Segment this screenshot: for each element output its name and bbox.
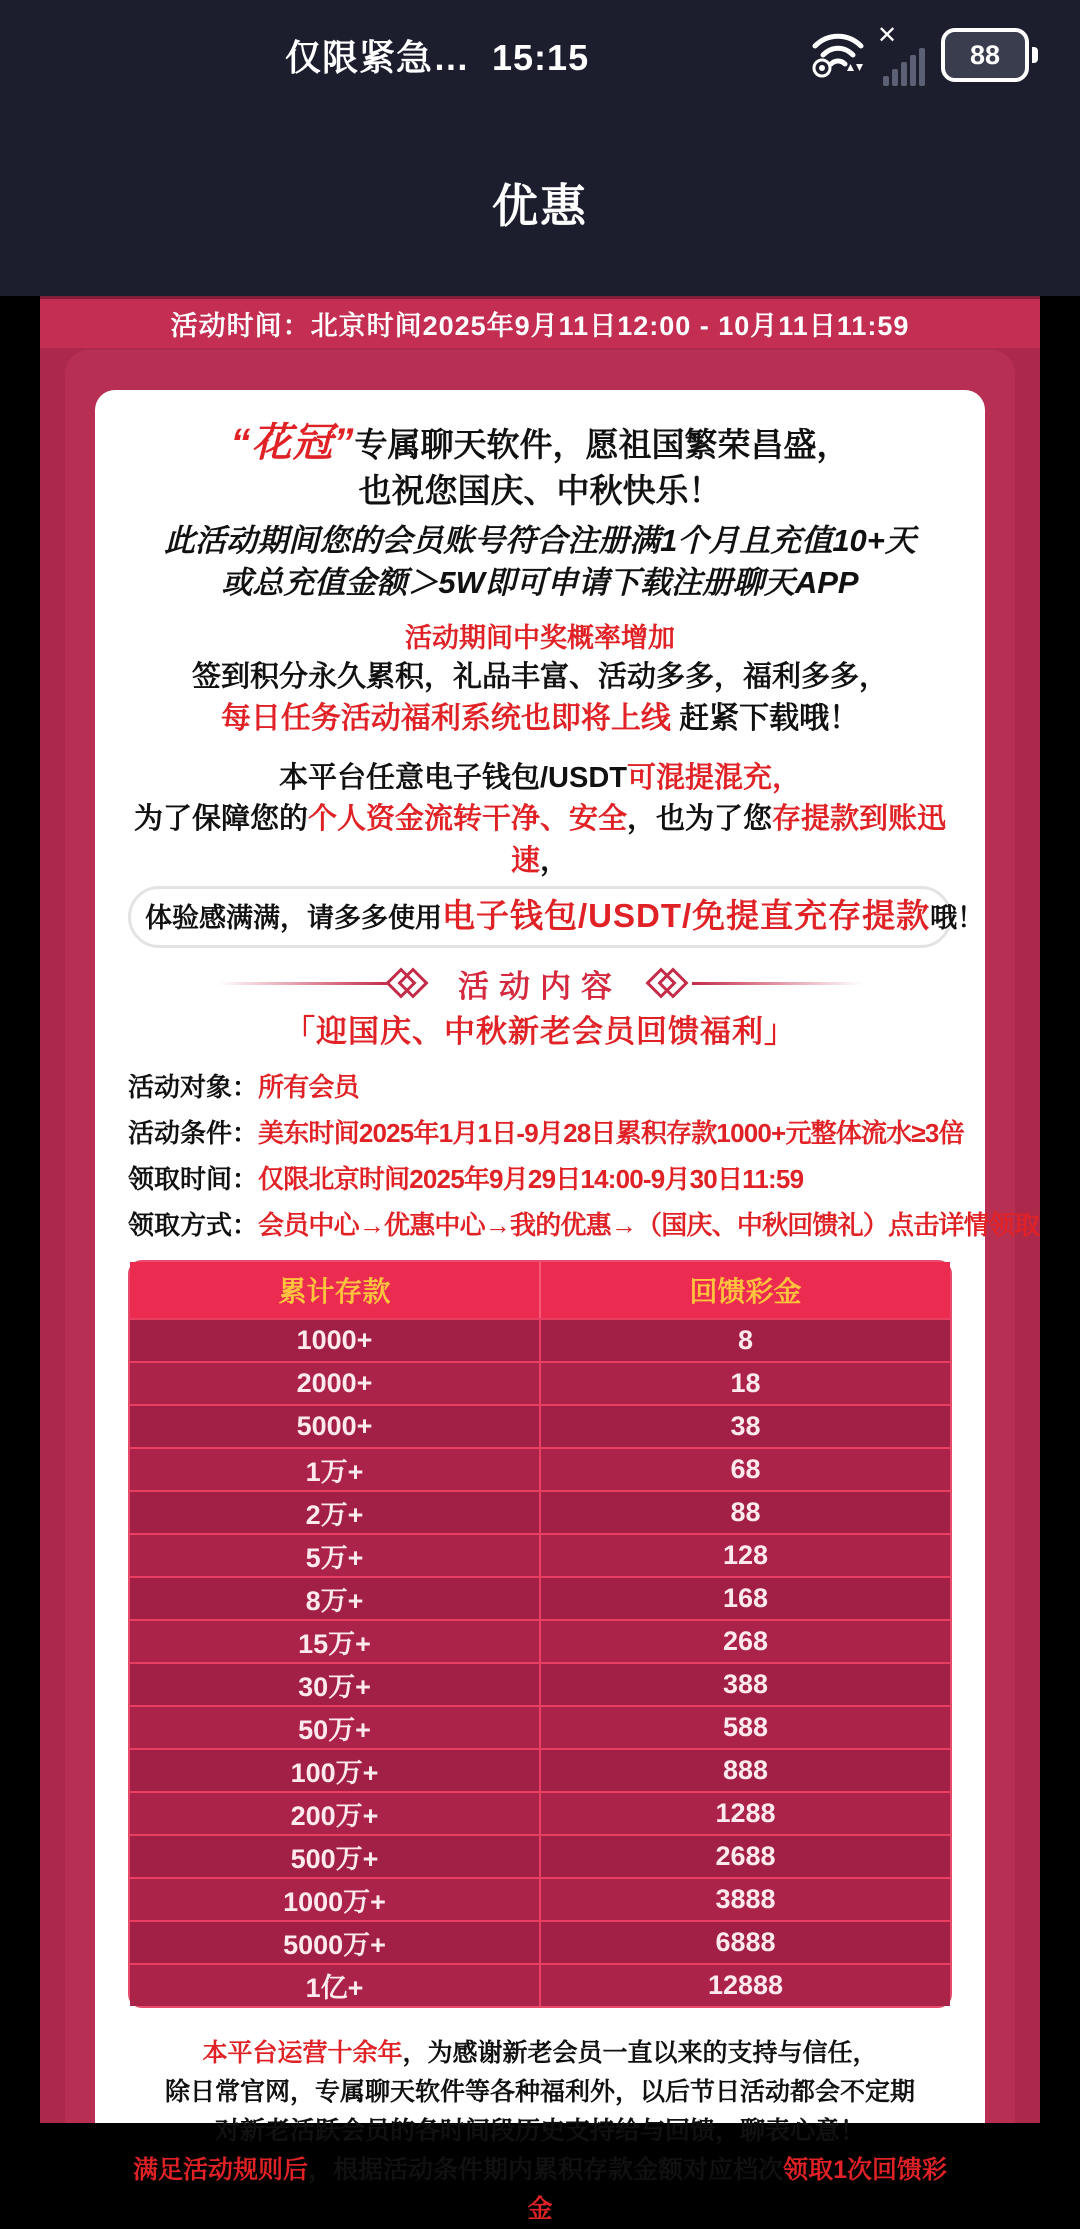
footer-line-4 bbox=[128, 2151, 952, 2229]
text-segment: 电子钱包/USDT/免提直充存提款 bbox=[442, 897, 931, 934]
deposit-cell: 5000+ bbox=[296, 1411, 373, 1441]
deposit-cell: 1000+ bbox=[296, 1325, 373, 1355]
deposit-cell: 8万+ bbox=[305, 1586, 364, 1616]
text-segment: 体验感满满，请多多使用 bbox=[145, 903, 442, 933]
info-row bbox=[128, 1110, 964, 1156]
reward-cell: 168 bbox=[539, 1578, 950, 1619]
text-segment: 除日常官网，专属聊天软件等各种福利外，以后节日活动都会不定期 bbox=[164, 2078, 915, 2106]
clock-text: 15:15 bbox=[492, 36, 590, 78]
wifi-icon bbox=[809, 24, 867, 87]
intro-line-2 bbox=[128, 468, 952, 514]
promo-content[interactable] bbox=[0, 296, 1080, 2223]
deposit-cell: 1万+ bbox=[305, 1457, 364, 1487]
page-title: 优惠 bbox=[492, 180, 588, 232]
notice-line bbox=[128, 620, 952, 656]
table-row bbox=[130, 1834, 950, 1877]
text-segment: 也祝您国庆、中秋快乐！ bbox=[358, 472, 722, 509]
battery-percent: 88 bbox=[969, 39, 1001, 70]
text-segment: ， bbox=[540, 845, 570, 877]
benefits-line bbox=[128, 656, 952, 698]
text-segment: 对新老活跃会员的各时间段历史支持给与回馈，聊表心意！ bbox=[214, 2117, 865, 2145]
activity-time-bar: 活动时间：北京时间2025年9月11日12:00 - 10月11日11:59 bbox=[40, 299, 1040, 348]
table-row bbox=[130, 1920, 950, 1963]
deposit-cell: 30万+ bbox=[298, 1672, 371, 1702]
deposit-cell: 1000万+ bbox=[283, 1887, 386, 1917]
reward-cell: 68 bbox=[539, 1449, 950, 1490]
deposit-cell: 50万+ bbox=[298, 1715, 371, 1745]
text-segment: ，也为了您 bbox=[627, 803, 773, 835]
footer-line-1 bbox=[128, 2034, 952, 2073]
reward-cell: 12888 bbox=[539, 1965, 950, 2006]
reward-cell: 1288 bbox=[539, 1793, 950, 1834]
reward-cell: 588 bbox=[539, 1707, 950, 1748]
reward-table bbox=[128, 1260, 952, 2008]
footer-text bbox=[128, 2034, 952, 2229]
section-subtitle: 「迎国庆、中秋新老会员回馈福利」 bbox=[284, 1014, 796, 1049]
table-row bbox=[130, 1447, 950, 1490]
app-bar bbox=[0, 110, 1080, 296]
reward-cell: 3888 bbox=[539, 1879, 950, 1920]
text-segment: 满足活动规则后 bbox=[133, 2156, 309, 2184]
text-segment: ，为感谢新老会员一直以来的支持与信任， bbox=[402, 2039, 878, 2067]
table-row bbox=[130, 1490, 950, 1533]
daily-task-line bbox=[128, 698, 952, 740]
info-label: 活动对象： bbox=[128, 1072, 259, 1102]
info-row bbox=[128, 1064, 952, 1110]
info-label: 活动条件： bbox=[128, 1118, 259, 1148]
reward-cell: 18 bbox=[539, 1363, 950, 1404]
no-signal-x-icon: ✕ bbox=[877, 22, 898, 49]
intro-line-4 bbox=[128, 562, 952, 604]
table-row bbox=[130, 1791, 950, 1834]
table-row bbox=[130, 1662, 950, 1705]
text-segment: ，根据活动条件期内累积存款金额对应档次 bbox=[308, 2156, 784, 2184]
text-segment: 本平台任意电子钱包/USDT bbox=[278, 762, 627, 794]
text-segment: 存提款到账迅速 bbox=[510, 803, 947, 877]
intro-line-1 bbox=[128, 420, 952, 468]
deposit-cell: 100万+ bbox=[290, 1758, 379, 1788]
diamond-ornament-icon bbox=[388, 965, 432, 1001]
wallet-line-1 bbox=[128, 758, 952, 798]
table-header-cell: 回馈彩金 bbox=[539, 1262, 950, 1318]
text-segment: 本平台运营十余年 bbox=[202, 2039, 403, 2067]
table-header-row bbox=[130, 1262, 950, 1318]
status-bar bbox=[0, 0, 1080, 110]
reward-cell: 8 bbox=[539, 1320, 950, 1361]
section-header bbox=[128, 962, 952, 1004]
table-row bbox=[130, 1576, 950, 1619]
text-segment: 领取1次回馈彩金 bbox=[527, 2156, 947, 2223]
reward-cell: 38 bbox=[539, 1406, 950, 1447]
info-value: 美东时间2025年1月1日-9月28日累积存款1000+元整体流水≥3倍 bbox=[258, 1118, 964, 1148]
text-segment: 哦！ bbox=[930, 903, 985, 933]
deposit-cell: 500万+ bbox=[290, 1844, 379, 1874]
reward-cell: 88 bbox=[539, 1492, 950, 1533]
carrier-text: 仅限紧急… bbox=[285, 36, 471, 78]
info-value: 会员中心→优惠中心→我的优惠→（国庆、中秋回馈礼）点击详情领取 bbox=[258, 1210, 1040, 1240]
table-row bbox=[130, 1963, 950, 2006]
wallet-pill bbox=[128, 886, 985, 948]
table-row bbox=[130, 1404, 950, 1447]
ornament-line-right bbox=[692, 982, 862, 985]
intro-line-3 bbox=[128, 520, 952, 562]
ornament-line-left bbox=[218, 982, 388, 985]
promo-inner-panel bbox=[65, 350, 1040, 2223]
info-value: 仅限北京时间2025年9月29日14:00-9月30日11:59 bbox=[258, 1164, 804, 1194]
text-segment: 活动期间中奖概率增加 bbox=[405, 623, 675, 653]
text-segment: 或总充值金额＞5W即可申请下载注册聊天APP bbox=[221, 565, 859, 600]
table-row bbox=[130, 1533, 950, 1576]
promo-card bbox=[95, 390, 1040, 2223]
table-row bbox=[130, 1705, 950, 1748]
info-value: 所有会员 bbox=[258, 1072, 359, 1102]
text-segment: 个人资金流转干净、安全 bbox=[307, 803, 627, 835]
deposit-cell: 200万+ bbox=[290, 1801, 379, 1831]
table-row bbox=[130, 1619, 950, 1662]
text-segment: 为了保障您的 bbox=[133, 803, 308, 835]
reward-cell: 6888 bbox=[539, 1922, 950, 1963]
info-label: 领取方式： bbox=[128, 1210, 259, 1240]
table-header-cell: 累计存款 bbox=[278, 1276, 391, 1307]
wallet-line-2 bbox=[128, 798, 952, 882]
reward-cell: 388 bbox=[539, 1664, 950, 1705]
reward-cell: 128 bbox=[539, 1535, 950, 1576]
reward-cell: 888 bbox=[539, 1750, 950, 1791]
section-title: 活动内容 bbox=[458, 968, 622, 1004]
info-label: 领取时间： bbox=[128, 1164, 259, 1194]
reward-cell: 2688 bbox=[539, 1836, 950, 1877]
info-row bbox=[128, 1156, 952, 1202]
deposit-cell: 15万+ bbox=[298, 1629, 371, 1659]
text-segment: 此活动期间您的会员账号符合注册满1个月且充值10+天 bbox=[164, 523, 916, 558]
footer-line-3 bbox=[128, 2112, 952, 2151]
text-segment: 签到积分永久累积，礼品丰富、活动多多，福利多多， bbox=[191, 661, 888, 693]
deposit-cell: 2万+ bbox=[305, 1500, 364, 1530]
table-row bbox=[130, 1361, 950, 1404]
table-row bbox=[130, 1318, 950, 1361]
signal-bars-icon bbox=[877, 22, 925, 86]
footer-line-2 bbox=[128, 2073, 952, 2112]
deposit-cell: 5000万+ bbox=[283, 1930, 386, 1960]
deposit-cell: 2000+ bbox=[296, 1368, 373, 1398]
text-segment: “花冠” bbox=[230, 421, 355, 465]
deposit-cell: 5万+ bbox=[305, 1543, 364, 1573]
activity-info-list bbox=[128, 1064, 1040, 1248]
battery-icon bbox=[941, 28, 1038, 82]
info-row bbox=[128, 1202, 1040, 1248]
text-segment: 专属聊天软件，愿祖国繁荣昌盛， bbox=[354, 426, 850, 463]
table-row bbox=[130, 1748, 950, 1791]
text-segment: 可混提混充， bbox=[627, 762, 802, 794]
text-segment: 每日任务活动福利系统也即将上线 bbox=[220, 702, 671, 735]
table-row bbox=[130, 1877, 950, 1920]
deposit-cell: 1亿+ bbox=[305, 1973, 364, 2003]
reward-cell: 268 bbox=[539, 1621, 950, 1662]
promo-red-panel bbox=[40, 296, 1040, 2223]
text-segment: 赶紧下载哦！ bbox=[670, 702, 860, 735]
diamond-ornament-icon bbox=[648, 965, 692, 1001]
